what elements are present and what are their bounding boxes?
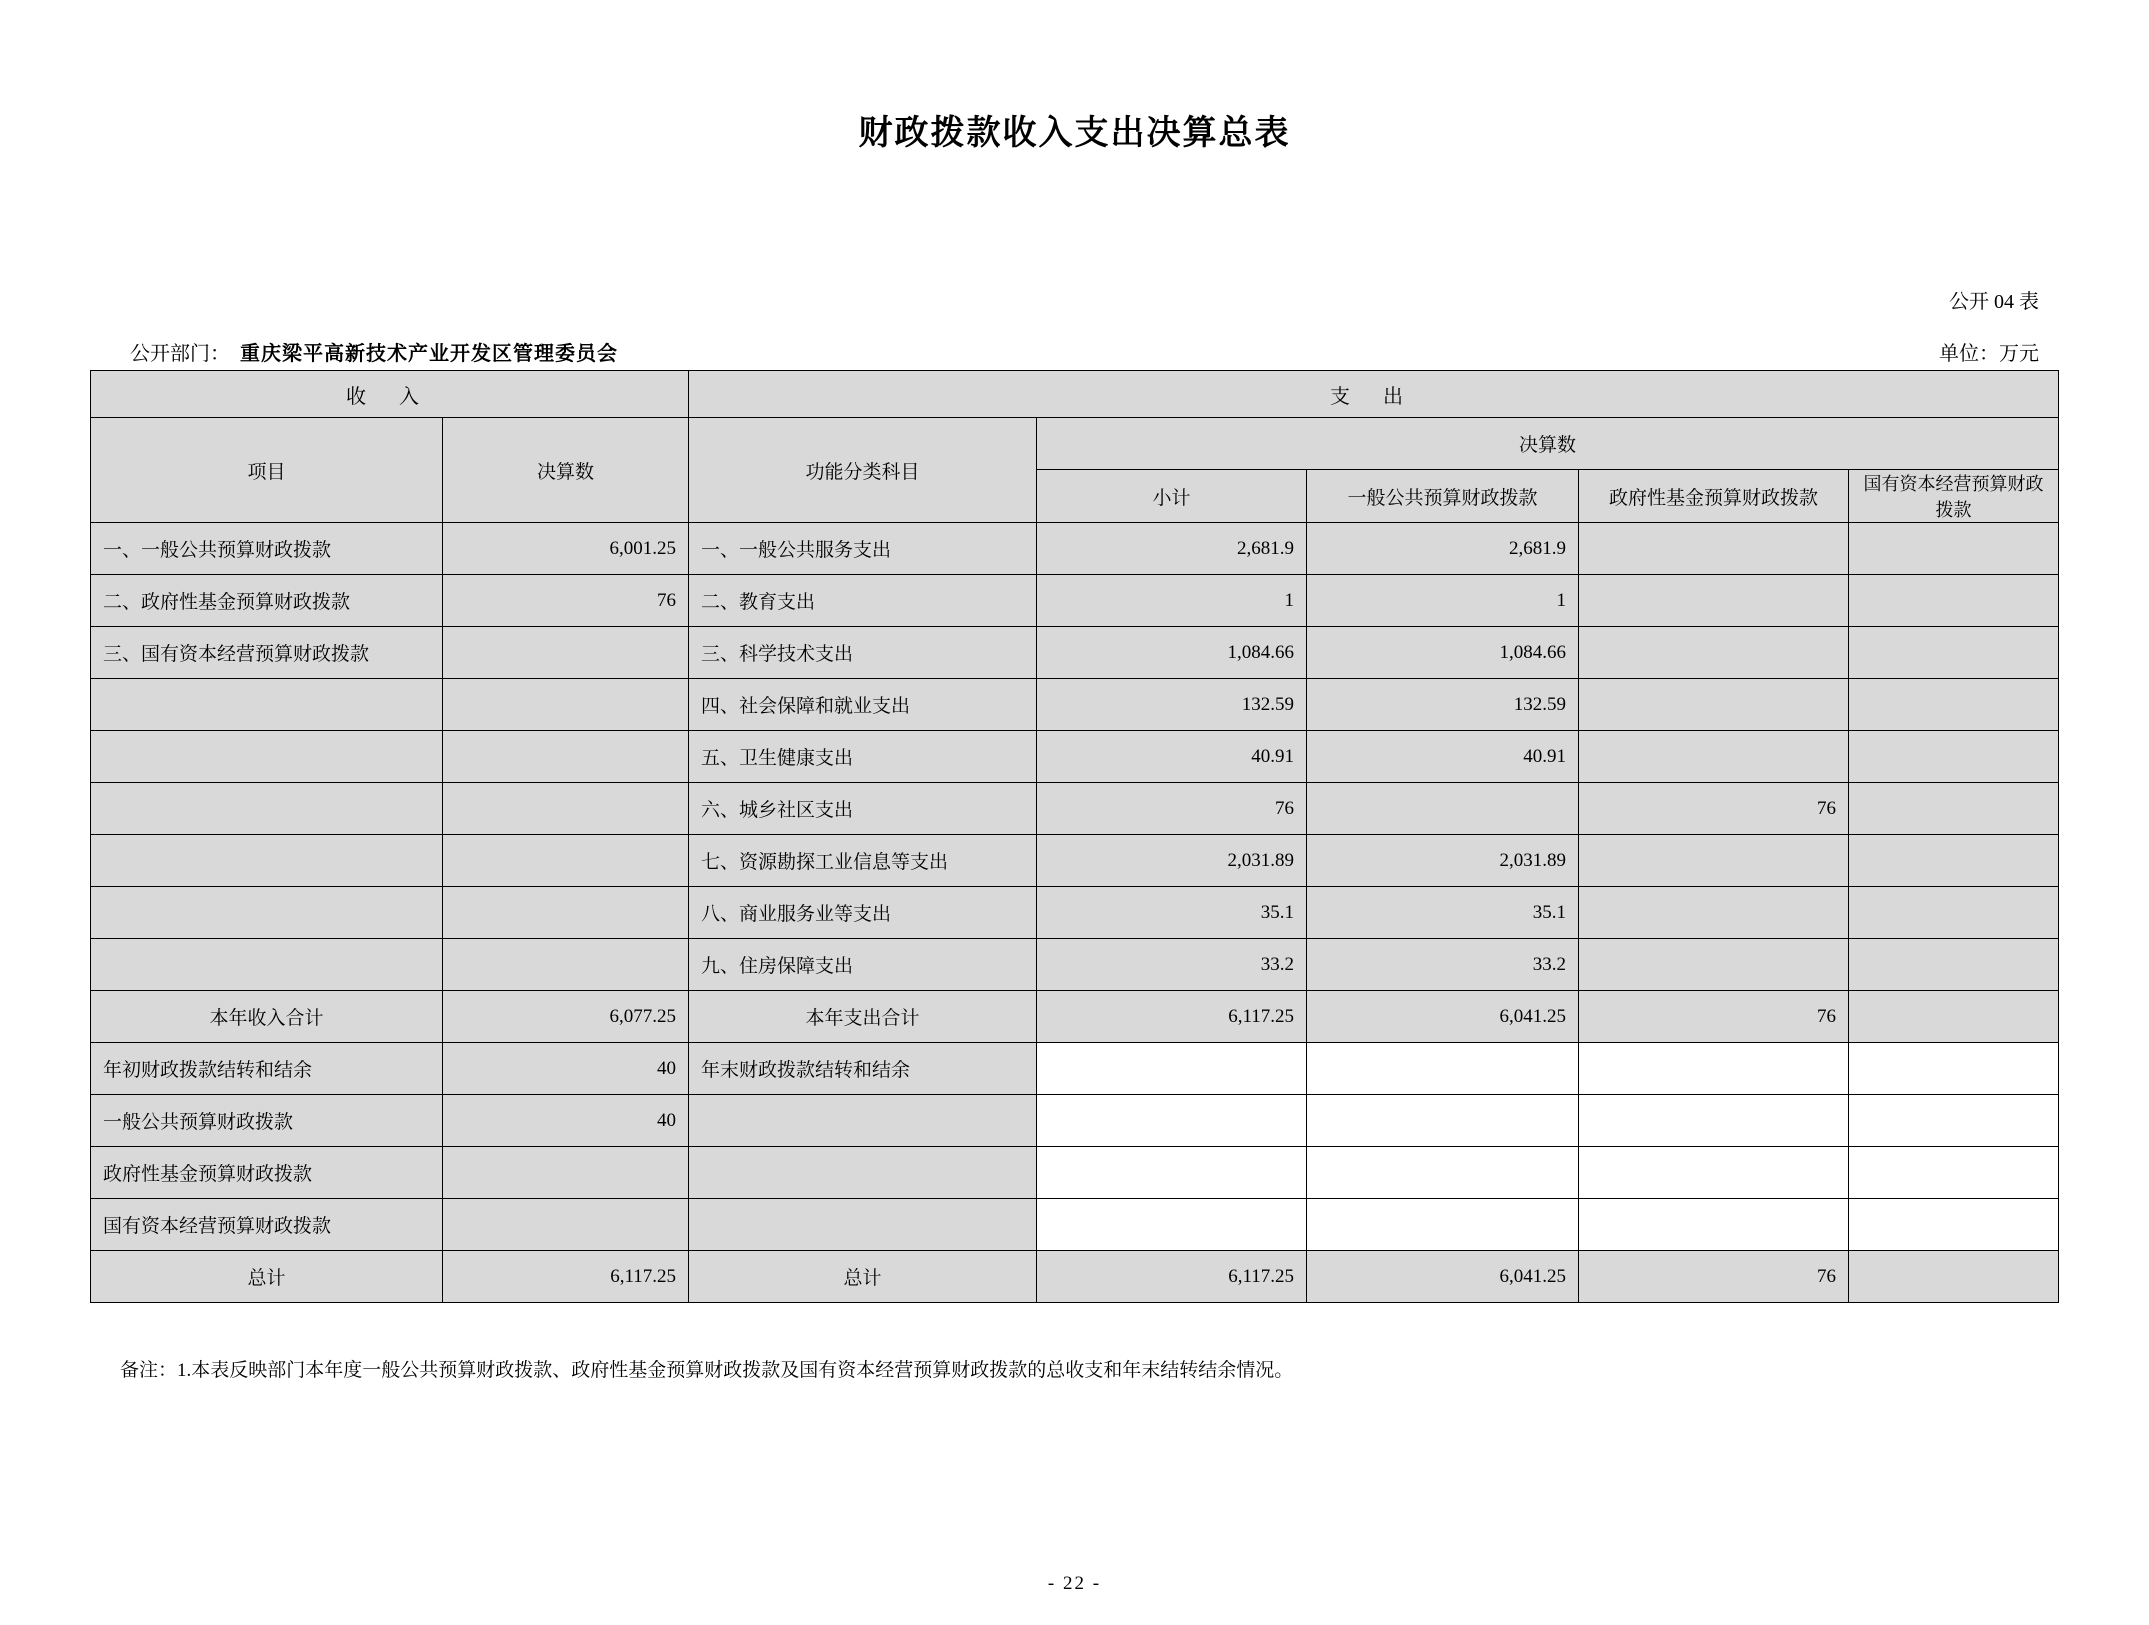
table-row (91, 627, 2059, 679)
expense-general-cell: 2,681.9 (1307, 523, 1579, 575)
income-grandtotal-label: 总计 (91, 1251, 443, 1303)
income-amount-cell (443, 939, 689, 991)
header-income-item: 项目 (91, 418, 443, 523)
expense-general-cell (1307, 783, 1579, 835)
expense-general-cell: 1 (1307, 575, 1579, 627)
table-row (91, 679, 2059, 731)
expense-item-cell: 九、住房保障支出 (689, 939, 1037, 991)
table-header-row-1 (91, 418, 2059, 470)
header-expense-amount-group: 决算数 (1037, 418, 2059, 470)
expense-stateowned-cell (1849, 835, 2059, 887)
expense-fund-cell (1579, 835, 1849, 887)
expense-item-cell: 一、一般公共服务支出 (689, 523, 1037, 575)
income-amount-cell (443, 679, 689, 731)
expense-subtotal-cell: 1 (1037, 575, 1307, 627)
table-row (91, 939, 2059, 991)
form-number: 公开 04 表 (1949, 291, 2039, 313)
expense-fund-cell (1579, 523, 1849, 575)
expense-general-cell: 35.1 (1307, 887, 1579, 939)
income-carryover-amount: 40 (443, 1095, 689, 1147)
financial-table (90, 370, 2059, 1303)
income-carryover-label: 政府性基金预算财政拨款 (91, 1147, 443, 1199)
department-name: 重庆梁平高新技术产业开发区管理委员会 (240, 343, 618, 365)
carryover-row (91, 1147, 2059, 1199)
header-expense-group: 支 出 (689, 371, 2059, 418)
department-info (130, 337, 618, 366)
expense-fund-cell (1579, 627, 1849, 679)
document-page (0, 105, 2149, 1625)
expense-subtotal-cell: 2,681.9 (1037, 523, 1307, 575)
expense-total-stateowned (1849, 991, 2059, 1043)
expense-stateowned-cell (1849, 575, 2059, 627)
expense-stateowned-cell (1849, 627, 2059, 679)
expense-general-cell: 40.91 (1307, 731, 1579, 783)
unit-label: 单位：万元 (1939, 343, 2039, 365)
expense-carryover-label: 年末财政拨款结转和结余 (689, 1043, 1037, 1095)
expense-item-cell: 五、卫生健康支出 (689, 731, 1037, 783)
expense-total-fund: 76 (1579, 991, 1849, 1043)
expense-carryover-label (689, 1147, 1037, 1199)
carryover-row (91, 1199, 2059, 1251)
expense-subtotal-cell: 33.2 (1037, 939, 1307, 991)
header-general-budget: 一般公共预算财政拨款 (1307, 470, 1579, 523)
expense-grandtotal-label: 总计 (689, 1251, 1037, 1303)
expense-total-subtotal: 6,117.25 (1037, 991, 1307, 1043)
expense-fund-cell (1579, 887, 1849, 939)
income-amount-cell (443, 835, 689, 887)
expense-general-cell: 1,084.66 (1307, 627, 1579, 679)
expense-carryover-subtotal (1037, 1095, 1307, 1147)
expense-general-cell: 2,031.89 (1307, 835, 1579, 887)
expense-fund-cell (1579, 939, 1849, 991)
expense-item-cell: 六、城乡社区支出 (689, 783, 1037, 835)
header-income-amount: 决算数 (443, 418, 689, 523)
expense-carryover-fund (1579, 1147, 1849, 1199)
expense-carryover-fund (1579, 1199, 1849, 1251)
header-income-group: 收 入 (91, 371, 689, 418)
expense-subtotal-cell: 76 (1037, 783, 1307, 835)
table-row (91, 887, 2059, 939)
header-government-fund: 政府性基金预算财政拨款 (1579, 470, 1849, 523)
income-amount-cell: 76 (443, 575, 689, 627)
income-amount-cell (443, 731, 689, 783)
expense-carryover-fund (1579, 1095, 1849, 1147)
income-item-cell (91, 731, 443, 783)
expense-subtotal-cell: 40.91 (1037, 731, 1307, 783)
expense-subtotal-cell: 2,031.89 (1037, 835, 1307, 887)
expense-total-general: 6,041.25 (1307, 991, 1579, 1043)
expense-fund-cell (1579, 731, 1849, 783)
expense-carryover-subtotal (1037, 1043, 1307, 1095)
header-state-owned-capital: 国有资本经营预算财政拨款 (1849, 470, 2059, 523)
income-item-cell (91, 939, 443, 991)
expense-item-cell: 七、资源勘探工业信息等支出 (689, 835, 1037, 887)
income-carryover-amount: 40 (443, 1043, 689, 1095)
income-amount-cell (443, 783, 689, 835)
expense-item-cell: 二、教育支出 (689, 575, 1037, 627)
page-title: 财政拨款收入支出决算总表 (858, 113, 1291, 153)
expense-stateowned-cell (1849, 939, 2059, 991)
expense-subtotal-cell: 35.1 (1037, 887, 1307, 939)
expense-item-cell: 四、社会保障和就业支出 (689, 679, 1037, 731)
expense-stateowned-cell (1849, 679, 2059, 731)
income-carryover-label: 一般公共预算财政拨款 (91, 1095, 443, 1147)
income-item-cell (91, 835, 443, 887)
income-amount-cell: 6,001.25 (443, 523, 689, 575)
expense-carryover-general (1307, 1095, 1579, 1147)
income-item-cell: 二、政府性基金预算财政拨款 (91, 575, 443, 627)
grand-total-row (91, 1251, 2059, 1303)
expense-grandtotal-subtotal: 6,117.25 (1037, 1251, 1307, 1303)
income-item-cell (91, 783, 443, 835)
income-item-cell (91, 887, 443, 939)
expense-fund-cell: 76 (1579, 783, 1849, 835)
table-note: 备注：1.本表反映部门本年度一般公共预算财政拨款、政府性基金预算财政拨款及国有资本经营预算财政拨款的总收支和年末结转结余情况。 (120, 1360, 1294, 1381)
expense-carryover-stateowned (1849, 1147, 2059, 1199)
expense-carryover-stateowned (1849, 1199, 2059, 1251)
income-item-cell: 一、一般公共预算财政拨款 (91, 523, 443, 575)
income-item-cell (91, 679, 443, 731)
income-total-label: 本年收入合计 (91, 991, 443, 1043)
expense-stateowned-cell (1849, 887, 2059, 939)
expense-subtotal-cell: 132.59 (1037, 679, 1307, 731)
income-carryover-amount (443, 1147, 689, 1199)
expense-carryover-label (689, 1199, 1037, 1251)
page-number: - 22 - (1047, 1573, 1102, 1594)
table-row (91, 523, 2059, 575)
income-amount-cell (443, 627, 689, 679)
income-amount-cell (443, 887, 689, 939)
expense-carryover-stateowned (1849, 1043, 2059, 1095)
expense-grandtotal-fund: 76 (1579, 1251, 1849, 1303)
table-row (91, 731, 2059, 783)
expense-item-cell: 三、科学技术支出 (689, 627, 1037, 679)
table-row (91, 783, 2059, 835)
header-expense-item: 功能分类科目 (689, 418, 1037, 523)
department-label: 公开部门： (130, 343, 230, 365)
expense-stateowned-cell (1849, 523, 2059, 575)
expense-grandtotal-general: 6,041.25 (1307, 1251, 1579, 1303)
expense-stateowned-cell (1849, 731, 2059, 783)
expense-carryover-general (1307, 1043, 1579, 1095)
expense-carryover-subtotal (1037, 1147, 1307, 1199)
expense-general-cell: 33.2 (1307, 939, 1579, 991)
expense-carryover-stateowned (1849, 1095, 2059, 1147)
income-item-cell: 三、国有资本经营预算财政拨款 (91, 627, 443, 679)
income-total-amount: 6,077.25 (443, 991, 689, 1043)
expense-carryover-fund (1579, 1043, 1849, 1095)
expense-carryover-general (1307, 1199, 1579, 1251)
expense-item-cell: 八、商业服务业等支出 (689, 887, 1037, 939)
expense-general-cell: 132.59 (1307, 679, 1579, 731)
table-row (91, 575, 2059, 627)
header-subtotal: 小计 (1037, 470, 1307, 523)
year-total-row (91, 991, 2059, 1043)
expense-total-label: 本年支出合计 (689, 991, 1037, 1043)
expense-stateowned-cell (1849, 783, 2059, 835)
carryover-row (91, 1043, 2059, 1095)
expense-grandtotal-stateowned (1849, 1251, 2059, 1303)
income-grandtotal-amount: 6,117.25 (443, 1251, 689, 1303)
table-header-group-row (91, 371, 2059, 418)
income-carryover-amount (443, 1199, 689, 1251)
expense-fund-cell (1579, 679, 1849, 731)
expense-fund-cell (1579, 575, 1849, 627)
carryover-row (91, 1095, 2059, 1147)
expense-carryover-general (1307, 1147, 1579, 1199)
expense-carryover-label (689, 1095, 1037, 1147)
expense-carryover-subtotal (1037, 1199, 1307, 1251)
income-carryover-label: 年初财政拨款结转和结余 (91, 1043, 443, 1095)
income-carryover-label: 国有资本经营预算财政拨款 (91, 1199, 443, 1251)
expense-subtotal-cell: 1,084.66 (1037, 627, 1307, 679)
table-row (91, 835, 2059, 887)
meta-row (130, 337, 2039, 366)
